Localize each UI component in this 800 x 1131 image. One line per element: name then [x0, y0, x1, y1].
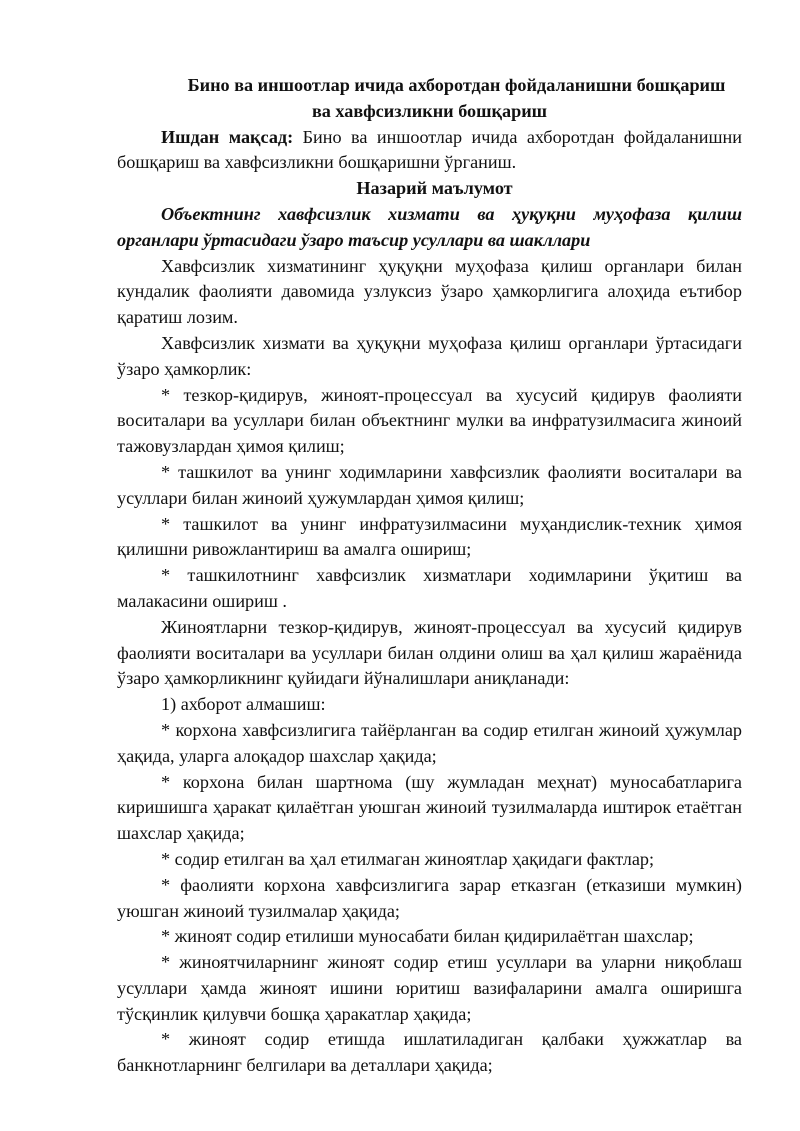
list-item: * корхона билан шартнома (шу жумладан меҳнат) муносабатларига киришишга ҳаракат қилаётган уюшган жиноий тузилмаларда иштирок етаётган шахслар ҳақида;	[117, 771, 742, 844]
document-body	[117, 73, 742, 1079]
list-item: * жиноятчиларнинг жиноят содир етиш усуллари ва уларни ниқоблаш усуллари ҳамда жиноят ишини юритиш вазифаларини амалга оширишга тўсқинлик қилувчи бошқа ҳаракатлар ҳақида;	[117, 952, 742, 1024]
paragraph: Хавфсизлик хизмати ва ҳуқуқни муҳофаза қилиш органлари ўртасидаги ўзаро ҳамкорлик:	[117, 332, 742, 379]
list-item: * содир етилган ва ҳал етилмаган жиноятлар ҳақидаги фактлар;	[161, 848, 655, 869]
list-item: * жиноят содир етилиши муносабати билан қидирилаётган шахслар;	[161, 926, 694, 947]
theory-heading: Назарий маълумот	[356, 178, 513, 199]
list-item: * жиноят содир етишда ишлатиладиган қалбаки ҳужжатлар ва банкнотларнинг белгилари ва деталлари ҳақида;	[117, 1029, 742, 1076]
list-item: * корхона хавфсизлигига тайёрланган ва содир етилган жиноий ҳужумлар ҳақида, уларга алоқадор шахслар ҳақида;	[117, 719, 742, 766]
list-item: * тезкор-қидирув, жиноят-процессуал ва хусусий қидирув фаолияти воситалари ва усуллари билан объектнинг мулки ва инфратузилмасига жиноий тажовузлардан ҳимоя қилиш;	[117, 384, 742, 457]
numbered-item: 1) ахборот алмашиш:	[161, 694, 326, 715]
goal-text: Бино ва иншоотлар ичида ахборотдан фойдаланишни бошқариш ва хавфсизликни бошқаришни ўрганиш.	[117, 126, 742, 173]
paragraph: Хавфсизлик хизматининг ҳуқуқни муҳофаза қилиш органлари билан кундалик фаолияти давомида узлуксиз ўзаро ҳамкорлигига алоҳида еътибор қаратиш лозим.	[117, 255, 742, 328]
title-line-2: ва хавфсизликни бошқариш	[311, 100, 548, 121]
goal-label: Ишдан мақсад:	[161, 126, 294, 147]
list-item: * ташкилот ва унинг ходимларини хавфсизлик фаолияти воситалари ва усуллари билан жиноий ҳужумлардан ҳимоя қилиш;	[117, 461, 742, 508]
title-line-1: Бино ва иншоотлар ичида ахборотдан фойдаланишни бошқариш	[187, 75, 726, 95]
paragraph: Жиноятларни тезкор-қидирув, жиноят-процессуал ва хусусий қидирув фаолияти воситалари ва усуллари билан олдини олиш ва ҳал қилиш жараёнида ўзаро ҳамкорликнинг қуйидаги йўналишлари аниқланади:	[117, 616, 742, 689]
list-item: * фаолияти корхона хавфсизлигига зарар етказган (етказиши мумкин) уюшган жиноий тузилмалар ҳақида;	[117, 874, 742, 921]
list-item: * ташкилот ва унинг инфратузилмасини муҳандислик-техник ҳимоя қилишни ривожлантириш ва амалга ошириш;	[117, 513, 742, 560]
document-title	[117, 73, 742, 125]
section-heading: Объектнинг хавфсизлик хизмати ва ҳуқуқни муҳофаза қилиш органлари ўртасидаги ўзаро таъсир усуллари ва шакллари	[117, 203, 742, 250]
list-item: * ташкилотнинг хавфсизлик хизматлари ходимларини ўқитиш ва малакасини ошириш .	[117, 565, 742, 611]
goal-paragraph	[117, 125, 742, 177]
